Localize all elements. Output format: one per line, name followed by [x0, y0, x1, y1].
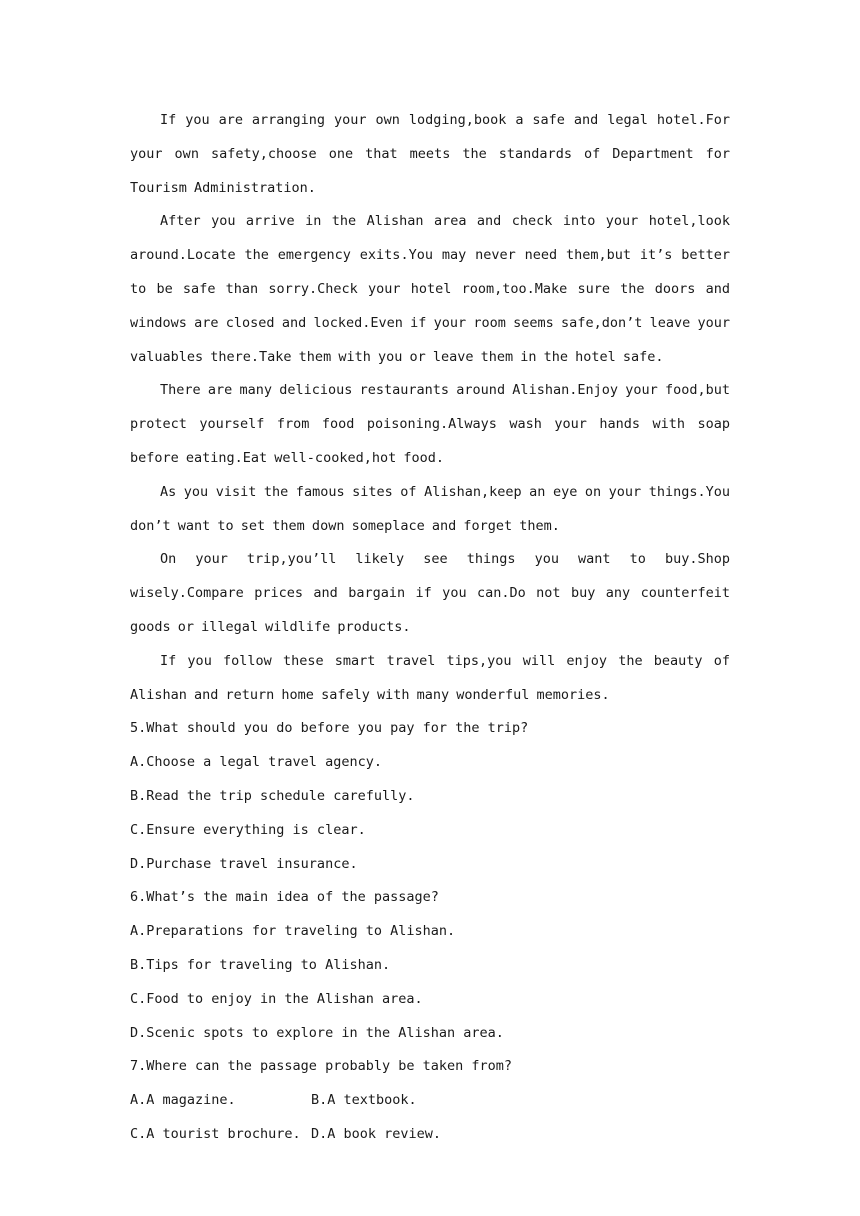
answer-option: C.Food to enjoy in the Alishan area.	[130, 990, 423, 1007]
question-6	[130, 881, 730, 1050]
answer-option: D.A book review.	[311, 1125, 442, 1142]
answer-option: D.Purchase travel insurance.	[130, 855, 358, 872]
answer-option: C.Ensure everything is clear.	[130, 821, 366, 838]
question-7	[130, 1050, 730, 1151]
answer-option: C.A tourist brochure.	[130, 1125, 301, 1142]
question-stem: 7.Where can the passage probably be taken from?	[130, 1058, 513, 1075]
passage-paragraph-lodging: If you are arranging your own lodging,book a safe and legal hotel.For your own safety,choose one that meets the standards of Department for Tourism Administration.	[130, 112, 730, 196]
question-5	[130, 712, 730, 881]
answer-option: D.Scenic spots to explore in the Alishan area.	[130, 1024, 504, 1041]
answer-option: B.Tips for traveling to Alishan.	[130, 956, 391, 973]
answer-option: A.Choose a legal travel agency.	[130, 754, 382, 771]
passage-paragraph-shopping: On your trip,you’ll likely see things you want to buy.Shop wisely.Compare prices and bargain if you can.Do not buy any counterfeit goods or illegal wildlife products.	[130, 551, 730, 635]
passage-paragraph-conclusion: If you follow these smart travel tips,you will enjoy the beauty of Alishan and return home safely with many wonderful memories.	[130, 652, 730, 703]
question-stem: 5.What should you do before you pay for the trip?	[130, 720, 529, 737]
answer-option-row	[130, 1084, 730, 1118]
answer-option: A.A magazine.	[130, 1092, 236, 1109]
answer-option-row	[130, 1118, 730, 1152]
answer-option: B.Read the trip schedule carefully.	[130, 787, 415, 804]
passage-paragraph-belongings: As you visit the famous sites of Alishan,keep an eye on your things.You don’t want to set them down someplace and forget them.	[130, 483, 730, 534]
reading-passage	[130, 104, 730, 712]
passage-paragraph-hotel-safety: After you arrive in the Alishan area and check into your hotel,look around.Locate the emergency exits.You may never need them,but it’s better to be safe than sorry.Check your hotel room,too.Make sure the doors and windows are closed and locked.Even if your room seems safe,don’t leave your valuables there.Take them with you or leave them in the hotel safe.	[130, 213, 730, 365]
document-page	[130, 104, 730, 1152]
answer-option: A.Preparations for traveling to Alishan.	[130, 923, 456, 940]
passage-paragraph-food: There are many delicious restaurants around Alishan.Enjoy your food,but protect yourself from food poisoning.Always wash your hands with soap before eating.Eat well-cooked,hot food.	[130, 382, 730, 466]
answer-option: B.A textbook.	[311, 1092, 417, 1109]
question-stem: 6.What’s the main idea of the passage?	[130, 889, 439, 906]
